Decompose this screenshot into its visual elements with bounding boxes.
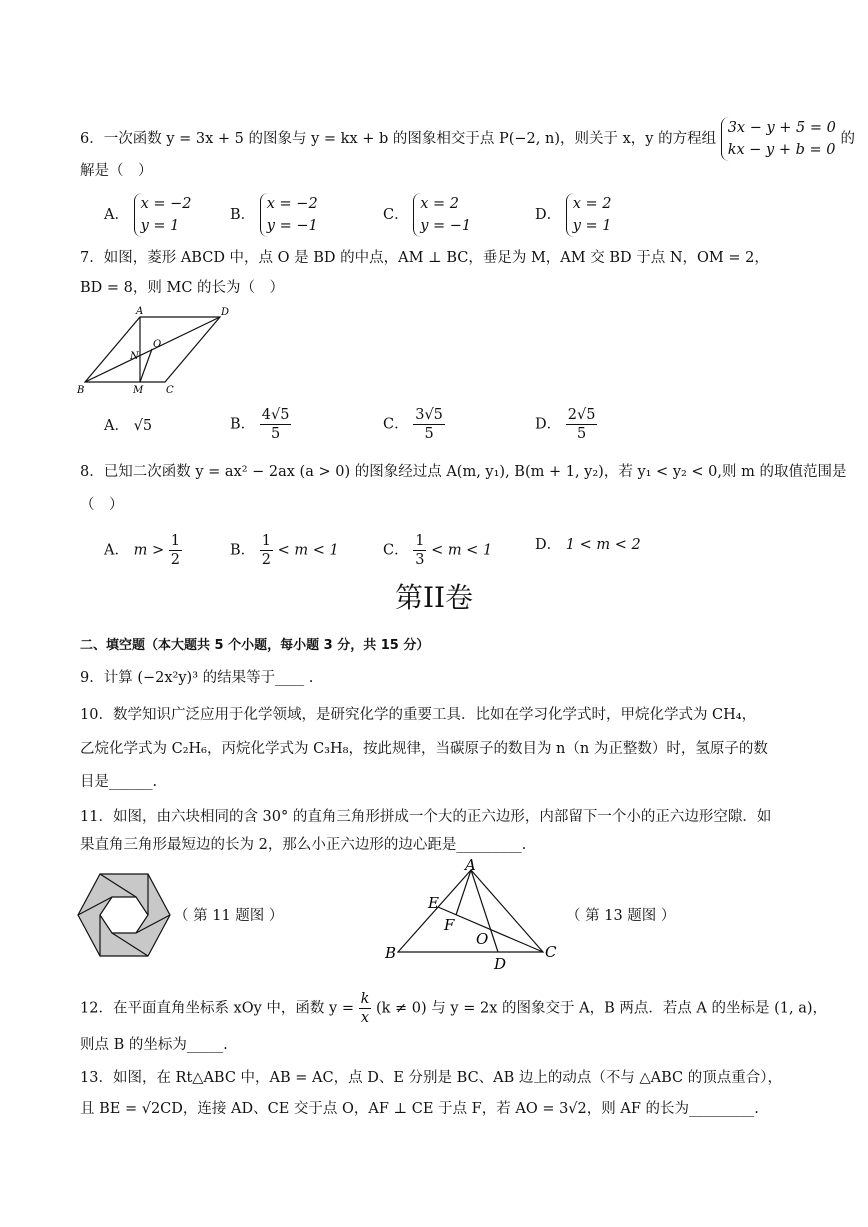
q6-stem: 6．一次函数 y = 3x + 5 的图象与 y = kx + b 的图象相交于点 P(−2, n)，则关于 x，y 的方程组 — [80, 131, 717, 147]
option-eq: y = −1 — [420, 218, 472, 234]
fig13-caption: （ 第 13 题图 ） — [566, 908, 676, 924]
option-label: B． — [230, 542, 256, 559]
label-o: O — [153, 339, 162, 350]
option-value: 1 < m < 2 — [565, 537, 641, 553]
option-label: B． — [230, 207, 256, 223]
option-system — [413, 193, 471, 237]
option-eq: x = −2 — [140, 196, 192, 212]
q8-line2: （ ） — [80, 497, 124, 513]
denominator: 5 — [271, 426, 281, 442]
q8-option-d — [535, 535, 641, 555]
q7-option-b — [230, 406, 291, 443]
numerator: 3√5 — [415, 407, 443, 423]
part-title: 第II卷 — [394, 581, 474, 614]
label-o: O — [476, 930, 489, 948]
fig13-triangle — [380, 858, 565, 976]
q8-option-c — [383, 532, 492, 569]
denominator: 2 — [261, 552, 271, 568]
q12-stem-b: (k ≠ 0) 与 y = 2x 的图象交于 A，B 两点．若点 A 的坐标是 (1, a)， — [376, 1000, 828, 1017]
q6-equation-system — [721, 117, 836, 161]
numerator: 4√5 — [261, 407, 290, 423]
option-post: < m < 1 — [277, 542, 339, 559]
q6-eq-1: 3x − y + 5 = 0 — [727, 120, 836, 136]
option-label: C． — [383, 416, 409, 433]
q6-line2: 解是（ ） — [80, 163, 153, 179]
q13-line2: 且 BE = √2CD，连接 AD、CE 交于点 O，AF ⊥ CE 于点 F，若 AO = 3√2，则 AF 的长为_________. — [80, 1101, 759, 1117]
segment-om — [140, 349, 152, 382]
option-label: B． — [230, 416, 256, 433]
q6-option-b — [230, 193, 318, 237]
option-label: A． — [104, 542, 129, 559]
option-value: √5 — [133, 418, 153, 434]
q7-option-d — [535, 406, 597, 443]
numerator: 1 — [415, 533, 425, 549]
q7-option-a — [104, 416, 152, 436]
option-pre: m > — [133, 542, 165, 559]
numerator: 1 — [170, 533, 180, 549]
option-system — [260, 193, 318, 237]
option-eq: y = 1 — [572, 218, 612, 234]
numerator: 2√5 — [567, 407, 596, 423]
q12-line2: 则点 B 的坐标为_____. — [80, 1037, 228, 1053]
q8-option-b — [230, 532, 339, 569]
q11-line2: 果直角三角形最短边的长为 2，那么小正六边形的边心距是_________. — [80, 837, 527, 853]
denominator: 3 — [415, 552, 425, 568]
label-e: E — [428, 894, 439, 912]
option-fraction — [260, 406, 292, 443]
label-n: N — [130, 351, 139, 362]
segment-af — [456, 870, 471, 915]
label-a: A — [465, 858, 476, 874]
option-post: < m < 1 — [431, 542, 493, 559]
fig11-hexagon — [76, 872, 172, 958]
q10-line2: 乙烷化学式为 C₂H₆，丙烷化学式为 C₃H₈，按此规律，当碳原子的数目为 n（n 为正整数）时，氢原子的数 — [80, 741, 768, 757]
option-eq: x = 2 — [420, 196, 459, 212]
q7-rhombus-figure — [76, 304, 236, 396]
q8-line1: 8．已知二次函数 y = ax² − 2ax (a > 0) 的图象经过点 A(m, y₁), B(m + 1, y₂)，若 y₁ < y₂ < 0,则 m 的取值范围是 — [80, 464, 847, 480]
option-eq: y = −1 — [266, 218, 318, 234]
q7-line1: 7．如图，菱形 ABCD 中，点 O 是 BD 的中点，AM ⊥ BC，垂足为 M，AM 交 BD 于点 N，OM = 2， — [80, 250, 769, 266]
q10-line1: 10．数学知识广泛应用于化学领域，是研究化学的重要工具．比如在学习化学式时，甲烷化学式为 CH₄， — [80, 707, 757, 723]
label-f: F — [444, 916, 455, 934]
option-label: C． — [383, 542, 409, 559]
q7-line2: BD = 8，则 MC 的长为（ ） — [80, 280, 285, 296]
label-m: M — [133, 385, 144, 396]
q6-option-a — [104, 193, 192, 237]
q12-fraction — [359, 990, 372, 1027]
numerator: k — [360, 991, 370, 1007]
q11-line1: 11．如图，由六块相同的含 30° 的直角三角形拼成一个大的正六边形，内部留下一个小的正六边形空隙．如 — [80, 809, 772, 825]
option-fraction — [413, 406, 445, 443]
option-system — [134, 193, 192, 237]
q6-option-d — [535, 193, 612, 237]
q6-line1 — [80, 117, 855, 161]
denominator: x — [360, 1010, 370, 1026]
option-label: A． — [104, 418, 129, 434]
q12-stem-a: 12．在平面直角坐标系 xOy 中，函数 y = — [80, 1000, 354, 1017]
q12-line1 — [80, 990, 827, 1027]
option-eq: y = 1 — [140, 218, 180, 234]
option-label: A． — [104, 207, 129, 223]
q8-option-a — [104, 532, 182, 569]
label-a: A — [136, 306, 144, 317]
q7-option-c — [383, 406, 445, 443]
option-eq: x = −2 — [266, 196, 318, 212]
denominator: 5 — [576, 426, 587, 442]
option-fraction — [566, 406, 598, 443]
label-d: D — [221, 307, 230, 318]
label-d: D — [494, 955, 507, 973]
q6-eq-2: kx − y + b = 0 — [727, 142, 836, 158]
numerator: 1 — [261, 533, 271, 549]
label-b: B — [385, 944, 397, 962]
option-fraction — [413, 532, 426, 569]
denominator: 2 — [170, 552, 180, 568]
q6-tail: 的 — [840, 131, 855, 147]
q6-option-c — [383, 193, 471, 237]
option-fraction — [260, 532, 273, 569]
option-label: D． — [535, 207, 562, 223]
option-system — [566, 193, 612, 237]
denominator: 5 — [424, 426, 434, 442]
option-label: C． — [383, 207, 409, 223]
section-heading: 二、填空题（本大题共 5 个小题，每小题 3 分，共 15 分） — [80, 638, 430, 653]
option-eq: x = 2 — [572, 196, 612, 212]
q10-line3: 目是______. — [80, 774, 158, 790]
label-c: C — [166, 385, 174, 396]
q13-line1: 13．如图，在 Rt△ABC 中，AB = AC，点 D、E 分别是 BC、AB 边上的动点（不与 △ABC 的顶点重合）， — [80, 1070, 783, 1086]
q9: 9．计算 (−2x²y)³ 的结果等于____ . — [80, 670, 314, 686]
fig11-caption: （ 第 11 题图 ） — [174, 908, 284, 924]
option-fraction — [169, 532, 182, 569]
triangle-abc — [398, 870, 543, 952]
label-c: C — [545, 943, 557, 961]
option-label: D． — [535, 416, 562, 433]
label-b: B — [77, 385, 85, 396]
option-label: D． — [535, 537, 562, 553]
